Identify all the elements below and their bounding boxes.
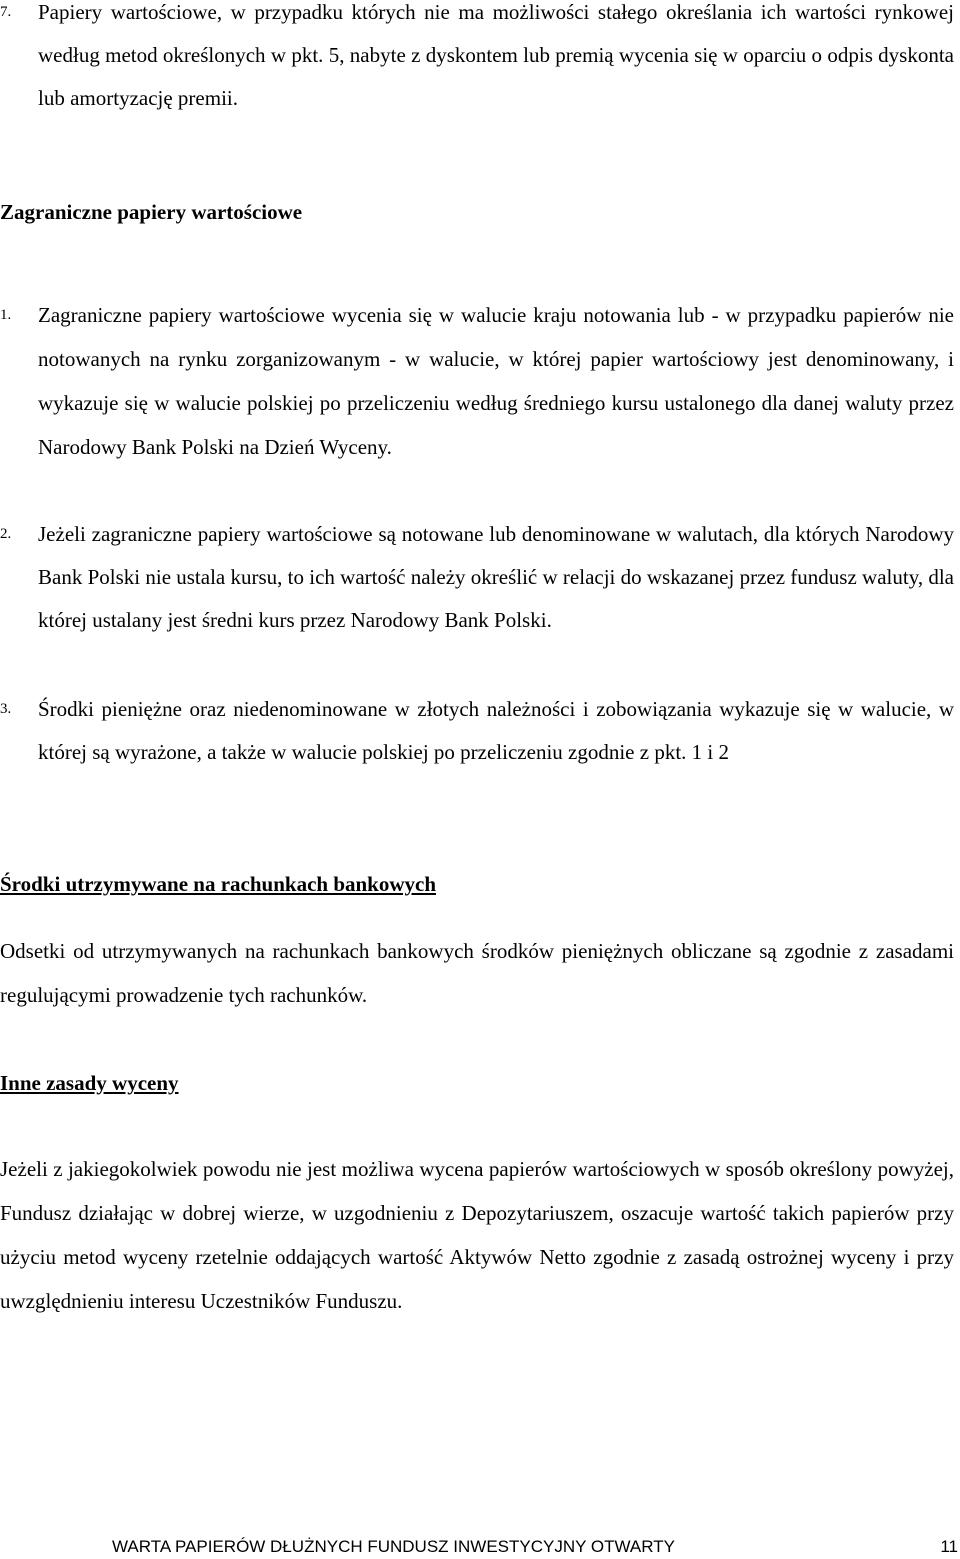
page-number: 11 [940, 1537, 958, 1556]
list-text: Jeżeli zagraniczne papiery wartościowe są notowane lub denominowane w walutach, dla których Narodowy Bank Polski nie ustala kursu, to ich wartość należy określić w relacji do wskazanej przez fundusz waluty, dla której ustalany jest średni kurs przez Narodowy Bank Polski. [38, 522, 954, 632]
list-item-7 [0, 0, 954, 120]
list-item-3 [0, 688, 954, 774]
list-number: 2. [0, 526, 12, 542]
list-number: 3. [0, 701, 12, 717]
paragraph-other: Jeżeli z jakiegokolwiek powodu nie jest możliwa wycena papierów wartościowych w sposób określony powyżej, Fundusz działając w dobrej wierze, w uzgodnieniu z Depozytariuszem, oszacuje wartość takich papierów przy użyciu metod wyceny rzetelnie oddających wartość Aktywów Netto zgodnie z zasadą ostrożnej wyceny i przy uwzględnieniu interesu Uczestników Funduszu. [0, 1157, 954, 1313]
list-item-1 [0, 293, 954, 469]
paragraph-bank: Odsetki od utrzymywanych na rachunkach bankowych środków pieniężnych obliczane są zgodnie z zasadami regulującymi prowadzenie tych rachunków. [0, 939, 954, 1007]
section-heading-bank: Środki utrzymywane na rachunkach bankowych [0, 872, 437, 896]
list-text: Zagraniczne papiery wartościowe wycenia się w walucie kraju notowania lub - w przypadku papierów nie notowanych na rynku zorganizowanym - w walucie, w której papier wartościowy jest denominowany, i wykazuje się w walucie polskiej po przeliczeniu według średniego kursu ustalonego dla danej waluty przez Narodowy Bank Polski na Dzień Wyceny. [38, 303, 954, 459]
footer-title: WARTA PAPIERÓW DŁUŻNYCH FUNDUSZ INWESTYCYJNY OTWARTY [112, 1537, 675, 1556]
list-number: 7. [0, 4, 12, 20]
list-text: Środki pieniężne oraz niedenominowane w złotych należności i zobowiązania wykazuje się w walucie, w której są wyrażone, a także w walucie polskiej po przeliczeniu zgodnie z pkt. 1 i 2 [38, 697, 954, 764]
page-footer [112, 1536, 958, 1558]
list-text: Papiery wartościowe, w przypadku których nie ma możliwości stałego określania ich wartości rynkowej według metod określonych w pkt. 5, nabyte z dyskontem lub premią wycenia się w oparciu o odpis dyskonta lub amortyzację premii. [38, 0, 954, 110]
list-item-2 [0, 513, 954, 642]
section-heading-other: Inne zasady wyceny [0, 1071, 179, 1095]
section-heading-foreign: Zagraniczne papiery wartościowe [0, 200, 303, 224]
list-number: 1. [0, 307, 12, 323]
